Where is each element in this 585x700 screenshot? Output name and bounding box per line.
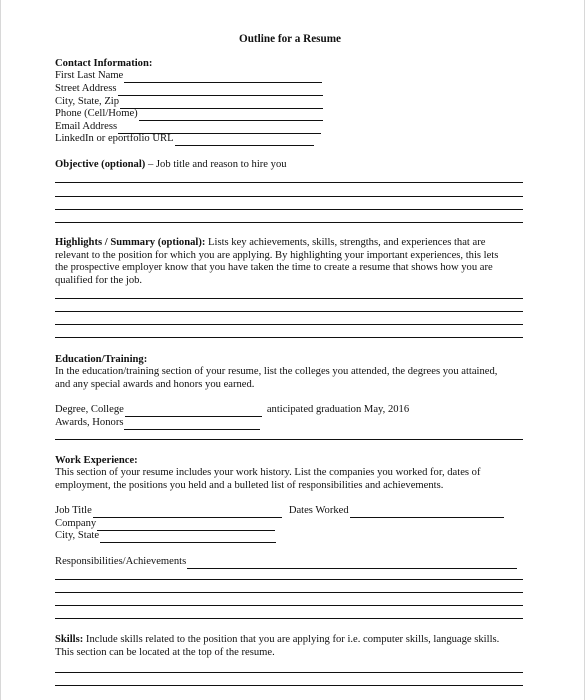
degree-label: Degree, College bbox=[55, 404, 124, 415]
answer-line bbox=[55, 618, 523, 619]
work-heading: Work Experience: bbox=[55, 455, 138, 466]
answer-line bbox=[55, 605, 523, 606]
blank-line bbox=[124, 420, 260, 430]
blank-line bbox=[118, 124, 321, 134]
dates-worked-label: Dates Worked bbox=[288, 505, 349, 516]
blank-line bbox=[350, 508, 504, 518]
contact-field-name: First Last Name bbox=[55, 70, 322, 83]
answer-line bbox=[55, 311, 523, 312]
education-awards-row bbox=[55, 417, 260, 430]
company-label: Company bbox=[55, 518, 97, 529]
blank-line bbox=[175, 136, 314, 146]
page-title: Outline for a Resume bbox=[239, 33, 342, 45]
answer-line bbox=[55, 298, 523, 299]
highlights-paragraph: Highlights / Summary (optional): Lists key achievements, skills, strengths, and experiences that are relevant to the position for which you are applying. By highlighting your important experiences, this lets the prospective employer know that you have taken the time to create a resume that shows how you are qualified for the job. bbox=[55, 237, 499, 287]
answer-line bbox=[55, 579, 523, 580]
answer-line bbox=[55, 209, 523, 210]
contact-heading: Contact Information: bbox=[55, 58, 153, 69]
education-description: In the education/training section of your resume, list the colleges you attended, the degrees you attained, and any special awards and honors you earned. bbox=[55, 366, 498, 390]
education-degree-row bbox=[55, 404, 409, 417]
contact-field-phone: Phone (Cell/Home) bbox=[55, 108, 323, 121]
skills-heading: Skills: bbox=[55, 634, 84, 645]
contact-field-linkedin: LinkedIn or eportfolio URL bbox=[55, 133, 314, 146]
answer-line bbox=[55, 324, 523, 325]
answer-line bbox=[55, 592, 523, 593]
education-heading: Education/Training: bbox=[55, 354, 148, 365]
responsibilities-label: Responsibilities/Achievements bbox=[55, 556, 187, 567]
skills-paragraph: Skills: Include skills related to the position that you are applying for i.e. computer skills, language skills. This section can be located at the top of the resume. bbox=[55, 634, 500, 658]
blank-line bbox=[120, 99, 323, 109]
work-job-title-row bbox=[55, 505, 504, 518]
blank-line bbox=[125, 407, 262, 417]
answer-line bbox=[55, 196, 523, 197]
contact-field-email: Email Address bbox=[55, 121, 321, 134]
blank-line bbox=[187, 559, 517, 569]
job-title-label: Job Title bbox=[55, 505, 92, 516]
objective-heading-line bbox=[55, 159, 287, 172]
answer-line bbox=[55, 222, 523, 223]
answer-line bbox=[55, 337, 523, 338]
objective-heading: Objective (optional) bbox=[55, 159, 146, 170]
work-city-row bbox=[55, 530, 276, 543]
blank-line bbox=[97, 521, 275, 531]
blank-line bbox=[100, 533, 276, 543]
contact-field-city: City, State, Zip bbox=[55, 96, 323, 109]
blank-line bbox=[118, 86, 323, 96]
city-state-label: City, State bbox=[55, 530, 100, 541]
answer-line bbox=[55, 439, 523, 440]
blank-line bbox=[124, 73, 322, 83]
highlights-heading: Highlights / Summary (optional): bbox=[55, 237, 206, 248]
answer-line bbox=[55, 182, 523, 183]
awards-label: Awards, Honors bbox=[55, 417, 124, 428]
work-description: This section of your resume includes your work history. List the companies you worked for, dates of employment, the positions you held and a bulleted list of responsibilities and achievements. bbox=[55, 467, 481, 491]
graduation-text: anticipated graduation May, 2016 bbox=[266, 404, 410, 415]
blank-line bbox=[93, 508, 282, 518]
blank-line bbox=[139, 111, 323, 121]
objective-description: – Job title and reason to hire you bbox=[145, 159, 287, 170]
work-responsibilities-row bbox=[55, 556, 517, 569]
work-company-row bbox=[55, 518, 275, 531]
contact-field-street: Street Address bbox=[55, 83, 323, 96]
answer-line bbox=[55, 672, 523, 673]
answer-line bbox=[55, 685, 523, 686]
